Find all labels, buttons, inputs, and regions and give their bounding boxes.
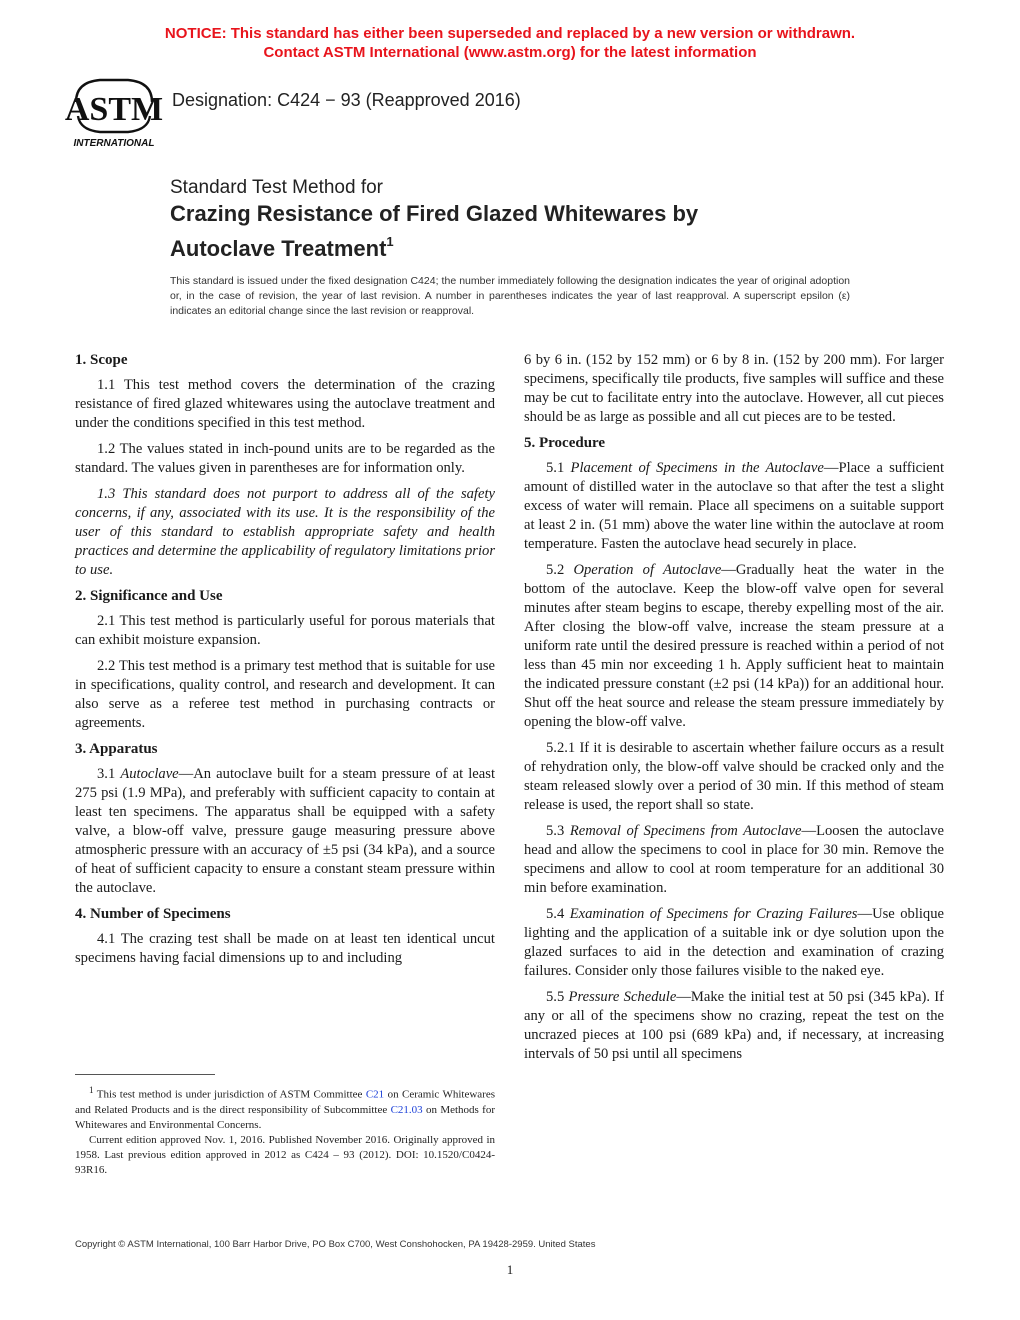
para-5-1	[524, 459, 944, 554]
footnote-part-2: on Ceramic Whitewares and Related Products and is the direct responsibility of Subcommittee	[75, 1088, 495, 1116]
para-5-4	[524, 905, 944, 981]
committee-c21-link[interactable]: C21	[365, 1088, 385, 1101]
para-5-5-text: —Make the initial test at 50 psi (345 kPa). If any or all of the specimens show no crazing, repeat the test on the uncrazed pieces at 100 psi (689 kPa) and, if necessary, at increasing intervals of 50 psi until all specimens	[524, 989, 945, 1062]
para-1-1: 1.1 This test method covers the determination of the crazing resistance of fired glazed whitewares using the autoclave treatment and under the conditions specified in this test method.	[75, 377, 495, 431]
right-column	[524, 351, 944, 1071]
para-5-4-term: Examination of Specimens for Crazing Failures	[569, 906, 858, 922]
section-2-heading: 2. Significance and Use	[75, 588, 223, 604]
para-5-4-text: —Use oblique lighting and the application of a suitable ink or dye solution upon the glazed surfaces to aid in the detection and examination of crazing failures. Consider only those failures visible to the naked eye.	[524, 906, 945, 979]
astm-logo	[64, 72, 164, 150]
left-column	[75, 351, 495, 975]
title-line-3-text: Autoclave Treatment	[170, 236, 387, 261]
copyright: Copyright © ASTM International, 100 Barr Harbor Drive, PO Box C700, West Conshohocken, PA 19428-2959. United States	[75, 1239, 596, 1250]
para-5-2-term: Operation of Autoclave	[573, 562, 722, 578]
title-line-2: Crazing Resistance of Fired Glazed Whitewares by	[170, 201, 699, 226]
footnote-part-1: This test method is under jurisdiction of ASTM Committee	[93, 1088, 366, 1101]
title-footnote-mark: 1	[386, 234, 394, 249]
para-5-5-num: 5.5	[546, 989, 569, 1005]
title-line-1: Standard Test Method for	[170, 177, 383, 198]
subcommittee-c21-03-link[interactable]: C21.03	[390, 1103, 423, 1116]
para-3-1-term: Autoclave	[120, 766, 179, 782]
page-number: 1	[506, 1262, 514, 1277]
document-title	[170, 176, 698, 263]
issued-note: This standard is issued under the fixed designation C424; the number immediately following the designation indicates the year of original adoption or, in the case of revision, the year of last revision. A number in parentheses indicates the year of last reapproval. A superscript epsilon (ε) indicates an editorial change since the last revision or reapproval.	[170, 275, 850, 317]
para-1-2: 1.2 The values stated in inch-pound units are to be regarded as the standard. The values given in parentheses are for information only.	[75, 441, 495, 476]
para-5-5-term: Pressure Schedule	[568, 989, 677, 1005]
para-3-1-num: 3.1	[97, 766, 121, 782]
para-5-5	[524, 988, 944, 1064]
para-5-1-num: 5.1	[546, 460, 571, 476]
notice-line-2: Contact ASTM International (www.astm.org) for the latest information	[263, 44, 757, 61]
para-5-3-term: Removal of Specimens from Autoclave	[569, 823, 802, 839]
section-4-heading: 4. Number of Specimens	[75, 906, 231, 922]
section-1-heading: 1. Scope	[75, 352, 128, 368]
para-1-3: 1.3 This standard does not purport to address all of the safety concerns, if any, associated with its use. It is the responsibility of the user of this standard to establish appropriate safety and health practices and determine the applicability of regulatory limitations prior to use.	[75, 486, 495, 578]
footnote-rule	[75, 1074, 215, 1075]
para-2-1: 2.1 This test method is particularly useful for porous materials that can exhibit moisture expansion.	[75, 613, 495, 648]
footnote-mark: 1	[89, 1085, 94, 1095]
section-5-heading: 5. Procedure	[524, 435, 606, 451]
para-5-3	[524, 822, 944, 898]
para-5-2-num: 5.2	[546, 562, 574, 578]
para-5-4-num: 5.4	[546, 906, 570, 922]
notice-line-1: NOTICE: This standard has either been superseded and replaced by a new version or withdrawn.	[164, 25, 856, 42]
section-3-heading: 3. Apparatus	[75, 741, 158, 757]
footnote-part-3: on Methods for Whitewares and Environmental Concerns.	[75, 1103, 495, 1131]
para-5-3-num: 5.3	[546, 823, 570, 839]
para-4-1-continued: 6 by 6 in. (152 by 152 mm) or 6 by 8 in. (152 by 200 mm). For larger specimens, specifically tile products, five samples will suffice and these may be cut to facilitate entry into the autoclave. However, all cut pieces should be as large as possible and all cut pieces are to be tested.	[524, 352, 944, 425]
para-5-2-1: 5.2.1 If it is desirable to ascertain whether failure occurs as a result of rehydration only, the blow-off valve should be cracked only and the steam released slowly over a period of 30 min. If this method of steam release is used, the report shall so state.	[524, 740, 944, 813]
para-5-2	[524, 561, 944, 732]
para-5-2-text: —Gradually heat the water in the bottom of the autoclave. Keep the blow-off valve open for several minutes after steam begins to escape, thereby expelling most of the air. After closing the blow-off valve, increase the steam pressure at a uniform rate until the desired pressure is reached within a period of not less than 45 min nor exceeding 1 h. Apply sufficient heat to maintain the indicated pressure constant (±2 psi (14 kPa)) for an additional hour. Shut off the heat source and release the steam pressure immediately by opening the blow-off valve.	[524, 562, 944, 730]
footnote-1	[75, 1083, 495, 1133]
logo-caption: INTERNATIONAL	[73, 138, 155, 149]
para-5-3-text: —Loosen the autoclave head and allow the specimens to cool in place for 30 min. Remove the specimens and allow to cool at room temperature for an additional 30 min before examination.	[524, 823, 945, 896]
footnote	[75, 1083, 495, 1178]
para-5-1-term: Placement of Specimens in the Autoclave	[570, 460, 824, 476]
para-2-2: 2.2 This test method is a primary test method that is suitable for use in specifications, quality control, and research and development. It can also serve as a referee test method in purchasing contracts or agreements.	[75, 658, 495, 731]
designation: Designation: C424 − 93 (Reapproved 2016)	[172, 90, 521, 110]
para-3-1-text: —An autoclave built for a steam pressure of at least 275 psi (1.9 MPa), and preferably with sufficient capacity to contain at least ten specimens. The apparatus shall be equipped with a safety valve, a blow-off valve, pressure gauge measuring pressure above atmospheric pressure with an accuracy of ±5 psi (34 kPa), and a source of heat of sufficient capacity to ensure a constant steam pressure within the autoclave.	[75, 766, 495, 896]
para-5-1-text: —Place a sufficient amount of distilled water in the autoclave so that after the test a slight excess of water will remain. Place all specimens on a suitable support at least 2 in. (51 mm) above the water line within the autoclave at room temperature. Fasten the autoclave head securely in place.	[524, 460, 945, 552]
title-line-3	[170, 228, 698, 263]
notice-banner	[0, 24, 1020, 62]
para-4-1: 4.1 The crazing test shall be made on at least ten identical uncut specimens having facial dimensions up to and including	[75, 931, 495, 966]
logo-letters: ASTM	[64, 91, 164, 128]
footnote-edition: Current edition approved Nov. 1, 2016. Published November 2016. Originally approved in 1958. Last previous edition approved in 2012 as C424 – 93 (2012). DOI: 10.1520/C0424-93R16.	[75, 1133, 495, 1176]
para-3-1	[75, 765, 495, 898]
